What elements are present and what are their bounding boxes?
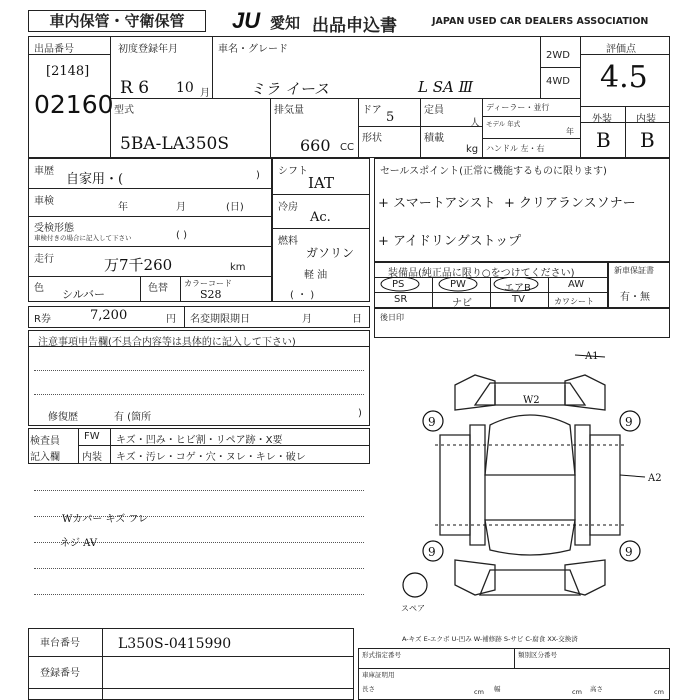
tire-front-left: 9	[428, 415, 436, 429]
warranty-value: 有・無	[620, 292, 650, 303]
equipment-label: 装備品(純正品に限り○をつけてください)	[388, 268, 575, 279]
inspector-fw-label: FW	[84, 431, 100, 442]
equip-airbag: エアB	[504, 283, 531, 294]
handwritten-note-1: Wカバー キズ フレ	[62, 514, 149, 525]
recycle-label: R券	[34, 314, 51, 325]
form-title: 出品申込書	[312, 16, 397, 36]
mileage-label: 走行	[34, 254, 54, 265]
mileage-value: 万7千260	[104, 256, 173, 274]
ju-logo: JU	[232, 8, 261, 33]
registration-era: R 6	[120, 78, 150, 98]
equip-sr: SR	[394, 294, 408, 305]
equip-tv: TV	[512, 294, 525, 305]
color-change-label: 色替	[148, 283, 168, 294]
inspection-month: 月	[176, 202, 186, 213]
repair-label: 修復歴	[48, 412, 78, 423]
inspection-day: (日)	[226, 202, 244, 213]
tire-front-right: 9	[625, 415, 633, 429]
inherit-label: 受検形態	[34, 223, 74, 234]
load-unit: kg	[466, 144, 479, 155]
handwritten-note-2: ネジ AV	[60, 538, 98, 549]
name-change-month: 月	[302, 314, 312, 325]
rating-ext: B	[596, 128, 611, 152]
equipment-circles	[380, 277, 600, 293]
sales-point-1: + スマートアシスト	[378, 196, 496, 211]
mileage-unit: km	[230, 262, 246, 273]
history-label: 車歴	[34, 166, 54, 177]
ac-label: 冷房	[278, 202, 298, 213]
form-reg-label: 形式指定番号	[362, 651, 401, 659]
model-year-label: モデル 年式	[486, 120, 521, 128]
registration-month-unit: 月	[200, 88, 210, 99]
inspection-year: 年	[118, 202, 128, 213]
color-code-value: S28	[200, 288, 222, 301]
name-change-label: 名変期限期日	[190, 314, 250, 325]
history-close: )	[256, 170, 260, 181]
remarks-label: 後日印	[380, 313, 404, 322]
color-label: 色	[34, 283, 44, 294]
model-grade: L SA Ⅲ	[418, 78, 474, 96]
dim-length-label: 長さ	[362, 685, 375, 693]
inspector-label-2: 記入欄	[30, 452, 60, 463]
sales-point-3: + アイドリングストップ	[378, 234, 522, 249]
warranty-label: 新車保証書	[614, 266, 654, 275]
inspection-label: 車検	[34, 196, 54, 207]
history-value: 自家用・(	[66, 172, 124, 187]
chassis-label: 車台番号	[40, 638, 80, 649]
spare-label: スペア	[401, 604, 425, 613]
dim-width-label: 幅	[494, 685, 501, 693]
drive-4wd: 4WD	[546, 76, 570, 87]
plate-label: 登録番号	[40, 668, 80, 679]
recycle-value: 7,200	[90, 308, 128, 323]
equip-ps: PS	[392, 279, 405, 290]
dim-height-label: 高さ	[590, 685, 603, 693]
inspector-label-1: 検査員	[30, 436, 60, 447]
type-value: 5BA-LA350S	[120, 134, 229, 154]
damage-legend: A-キズ E-エクボ U-凹み W-補修跡 S-サビ C-腐食 XX-交換済	[402, 635, 578, 643]
cc-unit: CC	[340, 142, 354, 153]
recycle-unit: 円	[166, 314, 176, 325]
cert-label: 車庫証明用	[362, 671, 395, 679]
storage-label: 車内保管・守衛保管	[28, 10, 206, 32]
rating-score: 4.5	[600, 60, 648, 95]
inherit-paren: ( )	[176, 230, 187, 241]
diagram-label-w2: W2	[523, 395, 540, 406]
notes-label: 注意事項申告欄(不具合内容等は具体的に記入して下さい)	[38, 337, 296, 348]
capacity-unit: 人	[470, 118, 480, 129]
class-label: 類別区分番号	[518, 651, 557, 659]
model-label: 車名・グレード	[218, 44, 288, 55]
registration-label: 初度登録年月	[118, 44, 178, 55]
door-value: 5	[386, 110, 395, 125]
handle-label: ハンドル 左・右	[486, 144, 545, 153]
inspector-fw-text: キズ・凹み・ヒビ割・リペア跡・X要	[116, 435, 283, 446]
drive-2wd: 2WD	[546, 50, 570, 61]
fuel-label: 燃料	[278, 236, 298, 247]
chassis-value: L350S-0415990	[118, 636, 232, 652]
model-name: ミラ イース	[250, 80, 330, 98]
sales-label: セールスポイント(正常に機能するものに限ります)	[380, 166, 607, 177]
lot-label: 出品番号	[34, 44, 74, 55]
type-label: 型式	[114, 105, 134, 116]
capacity-label: 定員	[424, 105, 444, 116]
remarks-block	[374, 308, 670, 338]
rating-ext-label: 外装	[592, 114, 612, 125]
rating-label: 評価点	[606, 44, 636, 55]
diagram-label-a1: A1	[585, 351, 599, 362]
car-diagram	[395, 345, 665, 615]
inspector-in-label: 内装	[82, 452, 102, 463]
lot-number: 02160	[34, 90, 114, 119]
association-name: JAPAN USED CAR DEALERS ASSOCIATION	[432, 16, 649, 27]
equip-pw: PW	[450, 279, 466, 290]
inherit-note: 車検付きの場合に記入して下さい	[34, 234, 132, 242]
fuel-value: ガソリン	[306, 246, 355, 260]
fuel-paren: ( ・ )	[290, 290, 315, 301]
dealer-label: ディーラー・並行	[486, 103, 550, 112]
diagram-label-a2: A2	[648, 473, 662, 484]
load-label: 積載	[424, 133, 444, 144]
lot-sub: [2148]	[46, 64, 90, 79]
shift-label: シフト	[278, 166, 308, 177]
cc-value: 660	[300, 136, 331, 155]
door-label: ドア	[362, 105, 382, 116]
shape-label: 形状	[362, 133, 382, 144]
sales-point-2: + クリアランスソナー	[504, 196, 636, 211]
tire-rear-right: 9	[625, 545, 633, 559]
fuel-diesel: 軽 油	[304, 270, 328, 281]
color-code-label: カラーコード	[184, 279, 232, 288]
shift-value: IAT	[308, 174, 334, 192]
name-change-day: 日	[352, 314, 362, 325]
ac-value: Ac.	[310, 210, 331, 225]
rating-int-label: 内装	[636, 114, 656, 125]
color-value: シルバー	[62, 288, 105, 301]
dim-length-unit: cm	[474, 688, 484, 696]
org-name: 愛知	[270, 14, 301, 32]
rating-int: B	[640, 128, 655, 152]
equip-aw: AW	[568, 279, 585, 290]
cc-label: 排気量	[274, 105, 304, 116]
repair-close: )	[358, 408, 362, 419]
inspector-in-text: キズ・汚レ・コゲ・穴・ヌレ・キレ・破レ	[116, 452, 306, 463]
dim-height-unit: cm	[654, 688, 664, 696]
model-year-unit: 年	[566, 127, 574, 136]
tire-rear-left: 9	[428, 545, 436, 559]
equip-navi: ナビ	[452, 298, 472, 309]
registration-month: 10	[176, 80, 194, 96]
repair-value: 有 (箇所	[114, 412, 152, 423]
equip-leather-seat: カワシート	[554, 297, 594, 306]
dim-width-unit: cm	[572, 688, 582, 696]
